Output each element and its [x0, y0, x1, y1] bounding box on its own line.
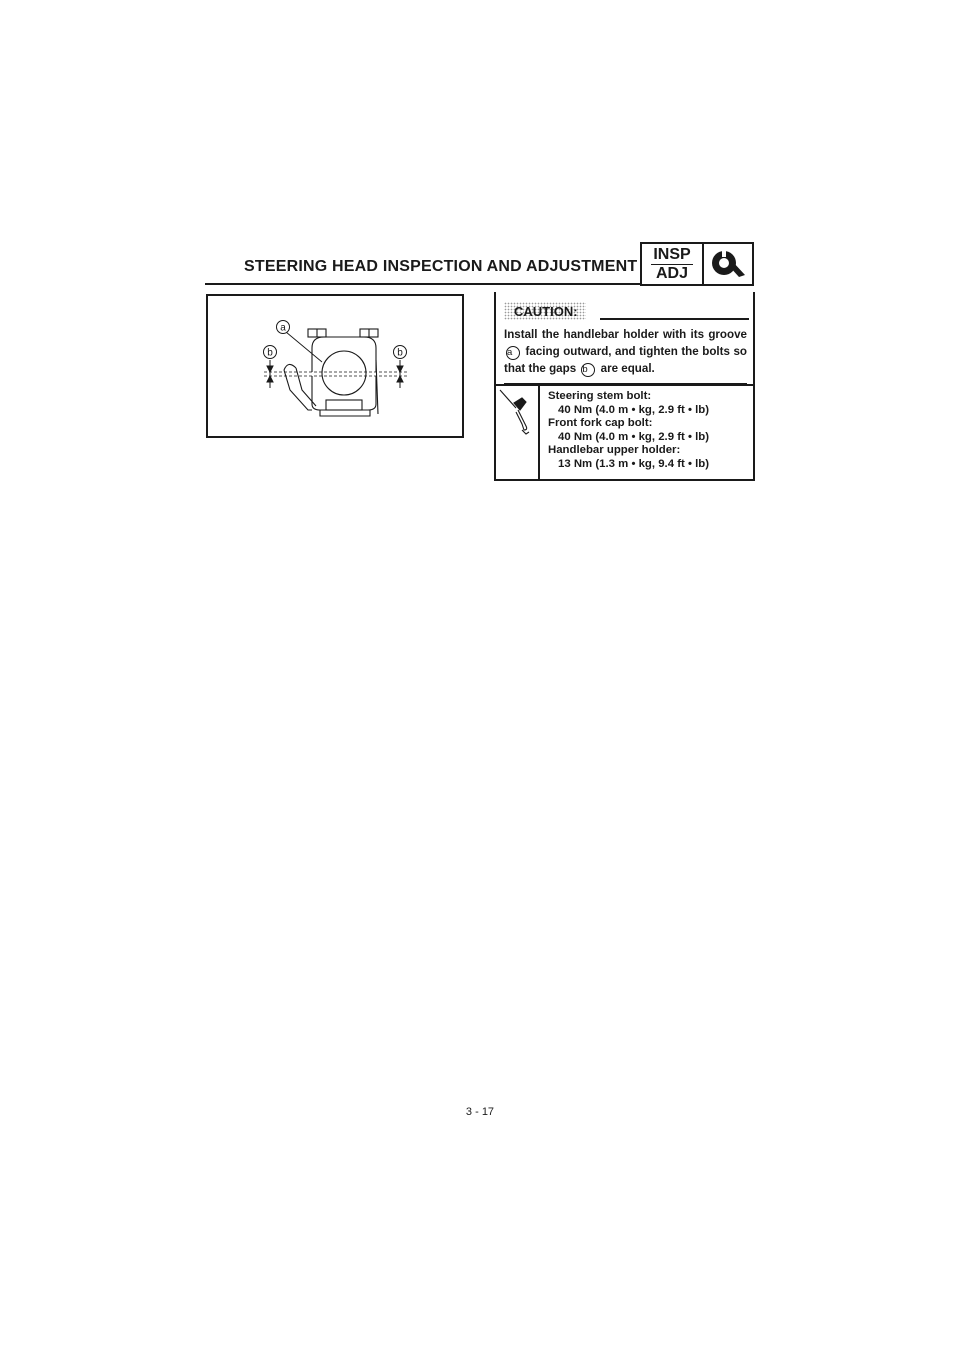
header-rule	[205, 283, 640, 285]
section-title: STEERING HEAD INSPECTION AND ADJUSTMENT	[244, 258, 638, 275]
torque-item-value: 13 Nm (1.3 m • kg, 9.4 ft • lb)	[558, 457, 710, 470]
torque-item-value: 40 Nm (4.0 m • kg, 2.9 ft • lb)	[558, 403, 710, 416]
caution-top-rule	[600, 318, 749, 320]
torque-icon-column	[496, 386, 540, 479]
torque-wrench-icon	[496, 386, 538, 436]
handlebar-holder-illustration	[208, 296, 462, 436]
callout-b-right: b	[397, 347, 403, 359]
torque-item-name: Handlebar upper holder:	[548, 444, 681, 457]
handlebar-holder-figure	[206, 294, 464, 438]
wrench-tool-icon	[704, 244, 752, 284]
page-number: 3 - 17	[465, 1106, 495, 1118]
groove-ref-a: a	[506, 346, 520, 360]
badge-text	[642, 244, 704, 284]
torque-item-name: Steering stem bolt:	[548, 390, 652, 402]
right-info-panel	[494, 292, 755, 481]
caution-text-part-3: are equal.	[600, 362, 655, 375]
badge-top-text: INSP	[653, 245, 691, 263]
torque-item-value: 40 Nm (4.0 m • kg, 2.9 ft • lb)	[558, 430, 710, 443]
caution-text-part-2: facing outward, and tighten the bolts so that the gaps	[504, 345, 747, 375]
gap-ref-b: b	[581, 363, 595, 377]
caution-text-part-1: Install the handlebar holder with its groove	[504, 328, 747, 341]
insp-adj-badge	[640, 242, 754, 286]
caution-text	[504, 326, 747, 377]
callout-b-left: b	[267, 347, 273, 359]
caution-block	[504, 302, 747, 377]
torque-item-name: Front fork cap bolt:	[548, 417, 653, 430]
callout-a: a	[280, 322, 286, 334]
badge-bottom-text: ADJ	[655, 264, 688, 282]
torque-spec-list	[548, 390, 709, 472]
caution-label: CAUTION:	[504, 302, 586, 320]
